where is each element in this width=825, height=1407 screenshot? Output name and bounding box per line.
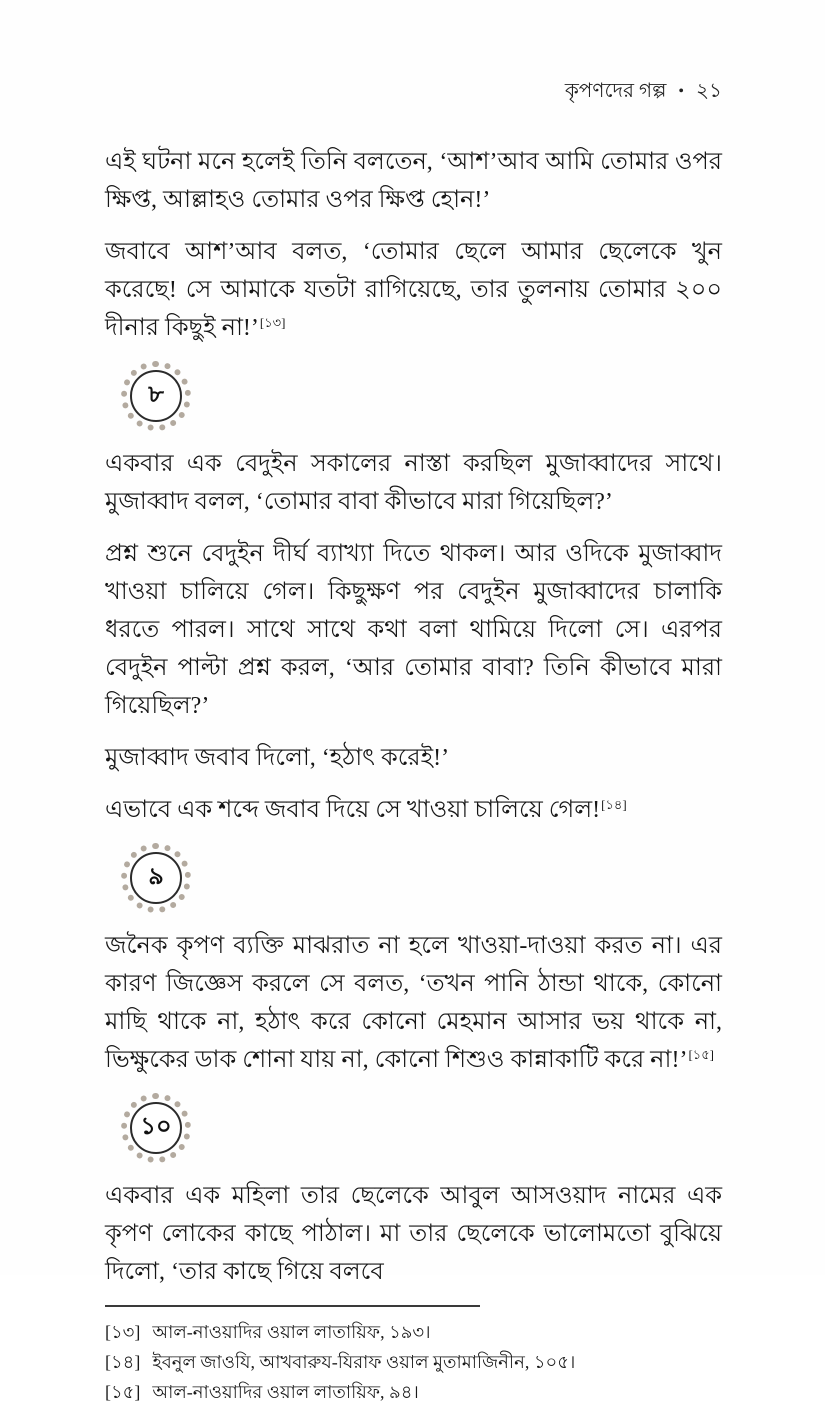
story-paragraph xyxy=(105,739,722,777)
book-title: কৃপণদের গল্প xyxy=(564,80,667,102)
footnote-marker: [১৫] xyxy=(105,1382,141,1402)
story-paragraph xyxy=(105,445,722,521)
story-paragraph xyxy=(105,927,722,1079)
paragraph-text: এই ঘটনা মনে হলেই তিনি বলতেন, ‘আশ’আব আমি তোমার ওপর ক্ষিপ্ত, আল্লাহও তোমার ওপর ক্ষিপ্ত হোন!’ xyxy=(105,149,722,213)
header-bullet-icon: • xyxy=(678,83,685,100)
story-paragraph xyxy=(105,535,722,725)
footnote-separator xyxy=(105,1305,480,1307)
footnote-item xyxy=(105,1317,722,1347)
story-paragraph xyxy=(105,1177,722,1291)
paragraph-text: জবাবে আশ’আব বলত, ‘তোমার ছেলে আমার ছেলেকে খুন করেছে! সে আমাকে যতটা রাগিয়েছে, তার তুলনায় তোমার ২০০ দীনার কিছুই না!’ xyxy=(105,239,722,341)
section-number: ৮ xyxy=(130,370,182,422)
section-number: ১০ xyxy=(130,1102,182,1154)
story-paragraph xyxy=(105,143,722,219)
footnote-text: আল-নাওয়াদির ওয়াল লাতায়িফ, ১৯৩। xyxy=(152,1322,431,1342)
footnotes-area xyxy=(105,1317,722,1407)
footnote-reference: [১৪] xyxy=(601,797,627,812)
section-number-ornament xyxy=(121,361,191,431)
paragraph-text: একবার এক বেদুইন সকালের নাস্তা করছিল মুজাব্বাদের সাথে। মুজাব্বাদ বলল, ‘তোমার বাবা কীভাবে মারা গিয়েছিল?’ xyxy=(105,451,722,515)
section-number: ৯ xyxy=(130,852,182,904)
story-paragraph xyxy=(105,791,722,829)
footnote-item xyxy=(105,1347,722,1377)
running-header xyxy=(105,78,722,105)
paragraph-text: প্রশ্ন শুনে বেদুইন দীর্ঘ ব্যাখ্যা দিতে থাকল। আর ওদিকে মুজাব্বাদ খাওয়া চালিয়ে গেল। কিছুক্ষণ পর বেদুইন মুজাব্বাদের চালাকি ধরতে পারল। সাথে সাথে কথা বলা থামিয়ে দিলো সে। এরপর বেদুইন পাল্টা প্রশ্ন করল, ‘আর তোমার বাবা? তিনি কীভাবে মারা গিয়েছিল?’ xyxy=(105,541,722,719)
paragraph-text: একবার এক মহিলা তার ছেলেকে আবুল আসওয়াদ নামের এক কৃপণ লোকের কাছে পাঠাল। মা তার ছেলেকে ভালোমতো বুঝিয়ে দিলো, ‘তার কাছে গিয়ে বলবে xyxy=(105,1183,722,1285)
paragraph-text: জনৈক কৃপণ ব্যক্তি মাঝরাত না হলে খাওয়া-দাওয়া করত না। এর কারণ জিজ্ঞেস করলে সে বলত, ‘তখন পানি ঠান্ডা থাকে, কোনো মাছি থাকে না, হঠাৎ করে কোনো মেহমান আসার ভয় থাকে না, ভিক্ষুকের ডাক শোনা যায় না, কোনো শিশুও কান্নাকাটি করে না!’ xyxy=(105,933,722,1073)
paragraph-text: এভাবে এক শব্দে জবাব দিয়ে সে খাওয়া চালিয়ে গেল! xyxy=(105,797,601,823)
footnote-text: আল-নাওয়াদির ওয়াল লাতায়িফ, ৯৪। xyxy=(152,1382,419,1402)
footnote-reference: [১৩] xyxy=(259,315,286,330)
section-number-ornament xyxy=(121,1093,191,1163)
page-number: ২১ xyxy=(696,80,722,102)
story-paragraph xyxy=(105,233,722,347)
footnote-marker: [১৪] xyxy=(105,1352,141,1372)
footnote-item xyxy=(105,1377,722,1407)
footnote-text: ইবনুল জাওযি, আখবারুয-যিরাফ ওয়াল মুতামাজিনীন, ১০৫। xyxy=(152,1352,576,1372)
section-number-ornament xyxy=(121,843,191,913)
footnote-marker: [১৩] xyxy=(105,1322,141,1342)
footnote-reference: [১৫] xyxy=(688,1047,714,1062)
paragraph-text: মুজাব্বাদ জবাব দিলো, ‘হঠাৎ করেই!’ xyxy=(105,745,450,771)
